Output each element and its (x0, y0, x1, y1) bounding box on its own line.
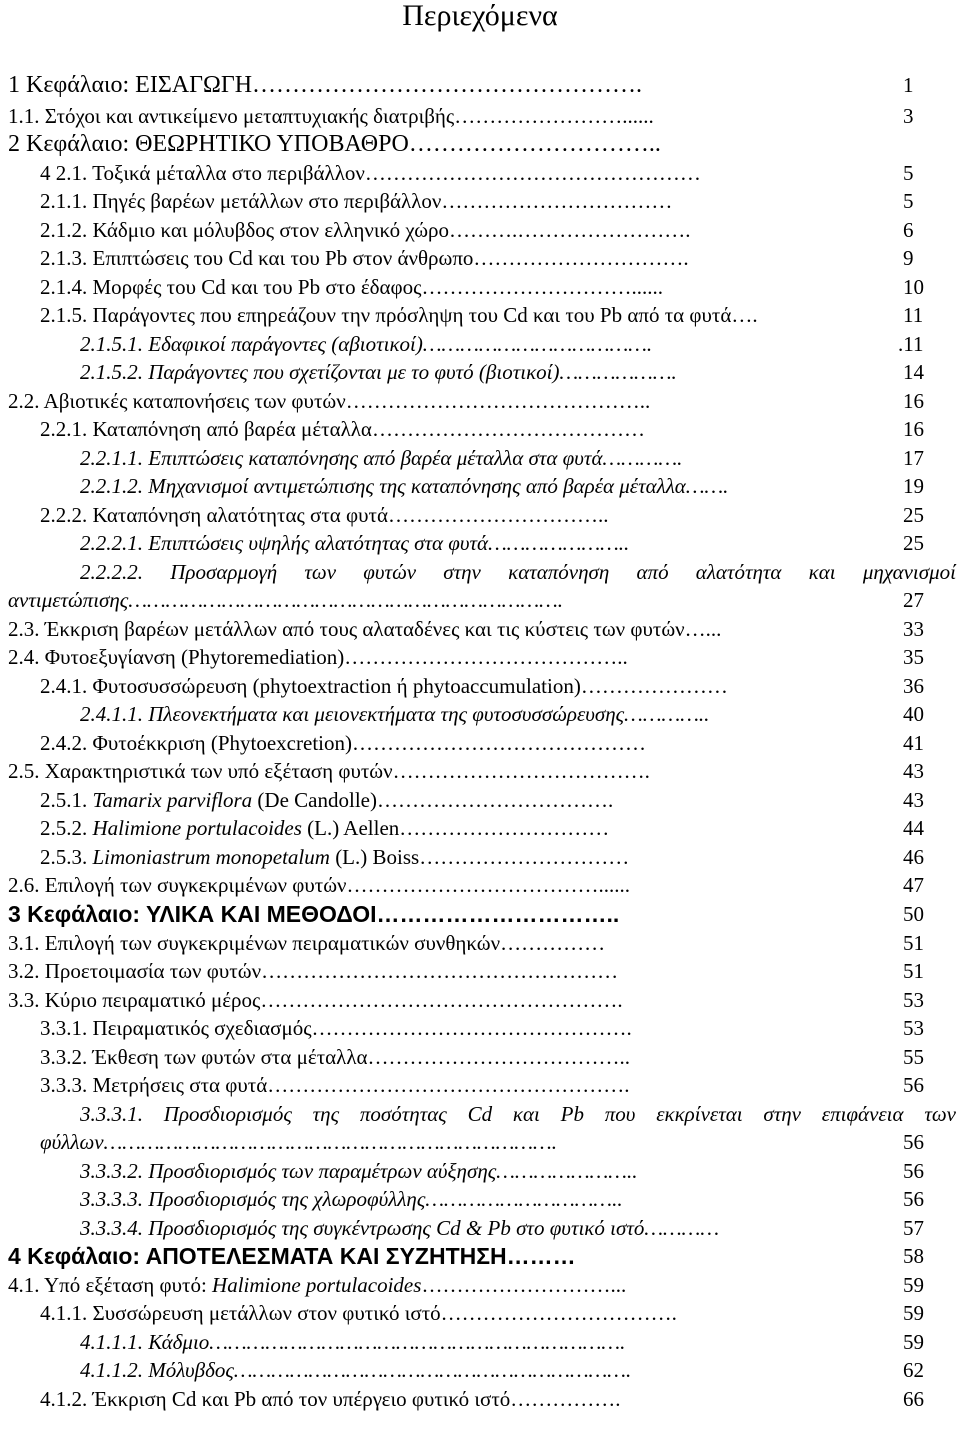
toc-entry[interactable] (0, 986, 960, 1015)
toc-entry-text: 3.3.2. Έκθεση των φυτών στα μέταλλα……………………………….. (40, 1045, 631, 1069)
toc-entry[interactable] (0, 273, 960, 302)
toc-entry[interactable] (0, 415, 960, 444)
toc-entry-text: 3 Κεφάλαιο: ΥΛΙΚΑ ΚΑΙ ΜΕΘΟΔΟΙ………………………….. (8, 901, 620, 927)
toc-entry[interactable] (0, 757, 960, 786)
toc-entry-text: 2.2.2.1. Επιπτώσεις υψηλής αλατότητας στα φυτά………………….. (80, 531, 630, 555)
toc-entry-page: 55 (903, 1045, 924, 1069)
toc-entry[interactable] (0, 472, 960, 501)
toc-entry-page: 56 (903, 1187, 924, 1211)
toc-entry-text: 2.5.3. Limoniastrum monopetalum (L.) Boiss………………………… (40, 845, 630, 869)
toc-entry[interactable] (0, 301, 960, 330)
toc-entry-page: 46 (903, 845, 924, 869)
toc-entry[interactable] (0, 358, 960, 387)
toc-entry[interactable] (0, 244, 960, 273)
toc-entry-text: 2.4.2. Φυτοέκκριση (Phytoexcretion)…………………………………… (40, 731, 646, 755)
toc-entry-page: 47 (903, 873, 924, 897)
toc-entry-page: 59 (903, 1330, 924, 1354)
toc-entry-text: 2.1.2. Κάδμιο και μόλυβδος στον ελληνικό χώρο……….……………………. (40, 218, 691, 242)
toc-entry[interactable] (0, 102, 960, 131)
toc-entry[interactable] (0, 1214, 960, 1243)
toc-entry-page: 50 (903, 902, 924, 926)
toc-entry[interactable] (0, 1328, 960, 1357)
toc-entry-text: 2.2. Αβιοτικές καταπονήσεις των φυτών…………………………………….. (8, 389, 651, 413)
toc-entry-page: 51 (903, 931, 924, 955)
toc-entry[interactable] (0, 1100, 960, 1129)
toc-entry[interactable] (0, 1299, 960, 1328)
toc-entry-text: 2.5. Χαρακτηριστικά των υπό εξέταση φυτών………………………………. (8, 759, 650, 783)
toc-entry[interactable] (0, 187, 960, 216)
toc-entry[interactable] (0, 871, 960, 900)
toc-entry-text: 2.6. Επιλογή των συγκεκριμένων φυτών………………………………...... (8, 873, 631, 897)
toc-entry[interactable] (0, 1385, 960, 1414)
toc-entry-text: 2.2.1.1. Επιπτώσεις καταπόνησης από βαρέα μέταλλα στα φυτά…………. (80, 446, 683, 470)
toc-entry-page: 43 (903, 759, 924, 783)
toc-entry-page: 27 (903, 588, 924, 612)
toc-entry-page: 59 (903, 1273, 924, 1297)
toc-entry-text: 2.1.4. Μορφές του Cd και του Pb στο έδαφος…………………………...... (40, 275, 663, 299)
toc-entry-page: 41 (903, 731, 924, 755)
toc-entry-page: 10 (903, 275, 924, 299)
toc-entry-text: 1.1. Στόχοι και αντικείμενο μεταπτυχιακής διατριβής……………………...... (8, 104, 654, 128)
toc-entry-text: 4.1.1.1. Κάδμιο…………………………………………………………. (80, 1330, 626, 1354)
toc-entry-text: αντιμετώπισης……………………………………………………………. (8, 588, 564, 612)
toc-entry[interactable] (0, 501, 960, 530)
toc-entry-page: 53 (903, 988, 924, 1012)
toc-entry-text: 3.2. Προετοιμασία των φυτών…………………………………………… (8, 959, 619, 983)
toc-entry-page: 36 (903, 674, 924, 698)
toc-entry-text: 4.1.1.2. Μόλυβδος………………………………………………………. (80, 1358, 632, 1382)
toc-entry-text: 2.5.2. Halimione portulacoides (L.) Aellen………………………… (40, 816, 610, 840)
toc-entry-text: 4 2.1. Τοξικά μέταλλα στο περιβάλλον………………………………………… (40, 161, 701, 185)
toc-entry-text: 2.1.3. Επιπτώσεις του Cd και του Pb στον άνθρωπο…………………………. (40, 246, 689, 270)
toc-entry-page: 19 (903, 474, 924, 498)
toc-entry[interactable] (0, 1271, 960, 1300)
toc-entry-page: 11 (903, 303, 924, 327)
toc-entry-text: 2.2.1. Καταπόνηση από βαρέα μέταλλα………………………………… (40, 417, 645, 441)
toc-entry[interactable] (0, 1043, 960, 1072)
toc-entry[interactable] (0, 159, 960, 188)
toc-entry-page: 35 (903, 645, 924, 669)
toc-entry-page: 51 (903, 959, 924, 983)
toc-entry-page: 57 (903, 1216, 924, 1240)
toc-entry-text: 2.1.1. Πηγές βαρέων μετάλλων στο περιβάλλον…………………………… (40, 189, 673, 213)
toc-entry[interactable] (0, 729, 960, 758)
toc-entry[interactable] (0, 786, 960, 815)
toc-entry-text: 3.3.3. Μετρήσεις στα φυτά……………………………………………. (40, 1073, 630, 1097)
toc-entry[interactable] (0, 216, 960, 245)
toc-entry-text: 2.1.5. Παράγοντες που επηρεάζουν την πρόσληψη του Cd και του Pb από τα φυτά…. (40, 303, 758, 327)
toc-entry-page: 53 (903, 1016, 924, 1040)
toc-entry-text: 2.4. Φυτοεξυγίανση (Phytoremediation)………………………………….. (8, 645, 628, 669)
toc-entry[interactable] (0, 444, 960, 473)
toc-entry-page: 66 (903, 1387, 924, 1411)
toc-entry[interactable] (0, 586, 960, 615)
toc-entry-page: 58 (903, 1244, 924, 1268)
toc-entry[interactable] (0, 130, 960, 159)
toc-entry-page: 56 (903, 1073, 924, 1097)
toc-entry-page: 5 (903, 189, 914, 213)
toc-entry-text: 2 Κεφάλαιο: ΘΕΩΡΗΤΙΚΟ ΥΠΟΒΑΘΡΟ………………………….. (8, 131, 661, 157)
toc-entry[interactable] (0, 1014, 960, 1043)
toc-entry-page: 5 (903, 161, 914, 185)
toc-entry[interactable] (0, 843, 960, 872)
toc-entry-page: 56 (903, 1159, 924, 1183)
toc-entry-page: 6 (903, 218, 914, 242)
toc-entry-page: 43 (903, 788, 924, 812)
toc-entry-page: 25 (903, 531, 924, 555)
toc-entry[interactable] (0, 814, 960, 843)
toc-entry-text: 2.4.1. Φυτοσυσσώρευση (phytoextraction ή phytoaccumulation)………………… (40, 674, 728, 698)
toc-entry[interactable] (0, 900, 960, 929)
toc-entry[interactable] (0, 1185, 960, 1214)
toc-entry[interactable] (0, 558, 960, 587)
toc-entry-page: 44 (903, 816, 924, 840)
toc-entry-text: 3.3.3.4. Προσδιορισμός της συγκέντρωσης Cd & Pb στο φυτικό ιστό………… (80, 1216, 720, 1240)
toc-entry[interactable] (0, 330, 960, 359)
page-title: Περιεχόμενα (402, 0, 558, 32)
toc-entry[interactable] (0, 71, 960, 100)
toc-entry-text: 3.3.3.2. Προσδιορισμός των παραμέτρων αύξησης………………….. (80, 1159, 638, 1183)
toc-entry[interactable] (0, 672, 960, 701)
toc-entry[interactable] (0, 1071, 960, 1100)
toc-entry-text: 2.5.1. Tamarix parviflora (De Candolle)……………………………. (40, 788, 614, 812)
toc-entry-text: 3.1. Επιλογή των συγκεκριμένων πειραματικών συνθηκών…………… (8, 931, 606, 955)
toc-entry-page: 14 (903, 360, 924, 384)
toc-entry[interactable] (0, 643, 960, 672)
toc-entry-text: 4.1. Υπό εξέταση φυτό: Halimione portulacoides………………………... (8, 1273, 627, 1297)
toc-entry-text: φύλλων………………………………………………………………. (40, 1130, 557, 1154)
toc-entry-text: 4 Κεφάλαιο: ΑΠΟΤΕΛΕΣΜΑΤΑ ΚΑΙ ΣΥΖΗΤΗΣΗ……… (8, 1243, 576, 1269)
toc-entry[interactable] (0, 615, 960, 644)
toc-entry-page: 16 (903, 389, 924, 413)
toc-entry-page: 59 (903, 1301, 924, 1325)
toc-entry-text: 2.2.2. Καταπόνηση αλατότητας στα φυτά………………………….. (40, 503, 609, 527)
toc-entry-text: 2.1.5.2. Παράγοντες που σχετίζονται με το φυτό (βιοτικοί)………………. (80, 360, 677, 384)
toc-entry[interactable] (0, 929, 960, 958)
toc-entry-text: 4.1.1. Συσσώρευση μετάλλων στον φυτικό ιστό……………………………. (40, 1301, 677, 1325)
toc-entry[interactable] (0, 529, 960, 558)
toc-entry-text: 2.3. Έκκριση βαρέων μετάλλων από τους αλαταδένες και τις κύστεις των φυτών…... (8, 617, 722, 641)
toc-entry-text: 2.2.2.2. Προσαρμογή των φυτών στην καταπόνηση από αλατότητα και μηχανισμοί (80, 560, 956, 584)
toc-entry-page: 3 (903, 104, 914, 128)
toc-entry[interactable] (0, 387, 960, 416)
toc-entry[interactable] (0, 1242, 960, 1271)
toc-entry-page: 40 (903, 702, 924, 726)
toc-entry[interactable] (0, 700, 960, 729)
toc-entry-page: 9 (903, 246, 914, 270)
toc-entry[interactable] (0, 1157, 960, 1186)
toc-entry[interactable] (0, 957, 960, 986)
toc-entry-page: 16 (903, 417, 924, 441)
toc-entry-text: 3.3.3.1. Προσδιορισμός της ποσότητας Cd και Pb που εκκρίνεται στην επιφάνεια των (80, 1102, 956, 1126)
toc-entry-text: 3.3.1. Πειραματικός σχεδιασμός………………………………………. (40, 1016, 632, 1040)
toc-entry-text: 2.1.5.1. Εδαφικοί παράγοντες (αβιοτικοί)………………………………. (80, 332, 653, 356)
toc-entry-text: 1 Κεφάλαιο: ΕΙΣΑΓΩΓΗ…………………………………………. (8, 72, 643, 98)
toc-entry-text: 2.2.1.2. Μηχανισμοί αντιμετώπισης της καταπόνησης από βαρέα μέταλλα……. (80, 474, 729, 498)
toc-entry-page: 33 (903, 617, 924, 641)
toc-entry-page: .11 (898, 332, 924, 356)
toc-entry-text: 4.1.2. Έκκριση Cd και Pb από τον υπέργειο φυτικό ιστό……………. (40, 1387, 621, 1411)
toc-entry-page: 1 (903, 73, 914, 97)
toc-entry-page: 25 (903, 503, 924, 527)
toc-entry-text: 2.4.1.1. Πλεονεκτήματα και μειονεκτήματα της φυτοσυσσώρευσης………….. (80, 702, 710, 726)
toc-entry-page: 17 (903, 446, 924, 470)
toc-entry[interactable] (0, 1356, 960, 1385)
toc-entry[interactable] (0, 1128, 960, 1157)
toc-entry-page: 62 (903, 1358, 924, 1382)
toc-entry-page: 56 (903, 1130, 924, 1154)
toc-entry-text: 3.3.3.3. Προσδιορισμός της χλωροφύλλης………………………….. (80, 1187, 623, 1211)
toc-entry-text: 3.3. Κύριο πειραματικό μέρος……………………………………………. (8, 988, 623, 1012)
